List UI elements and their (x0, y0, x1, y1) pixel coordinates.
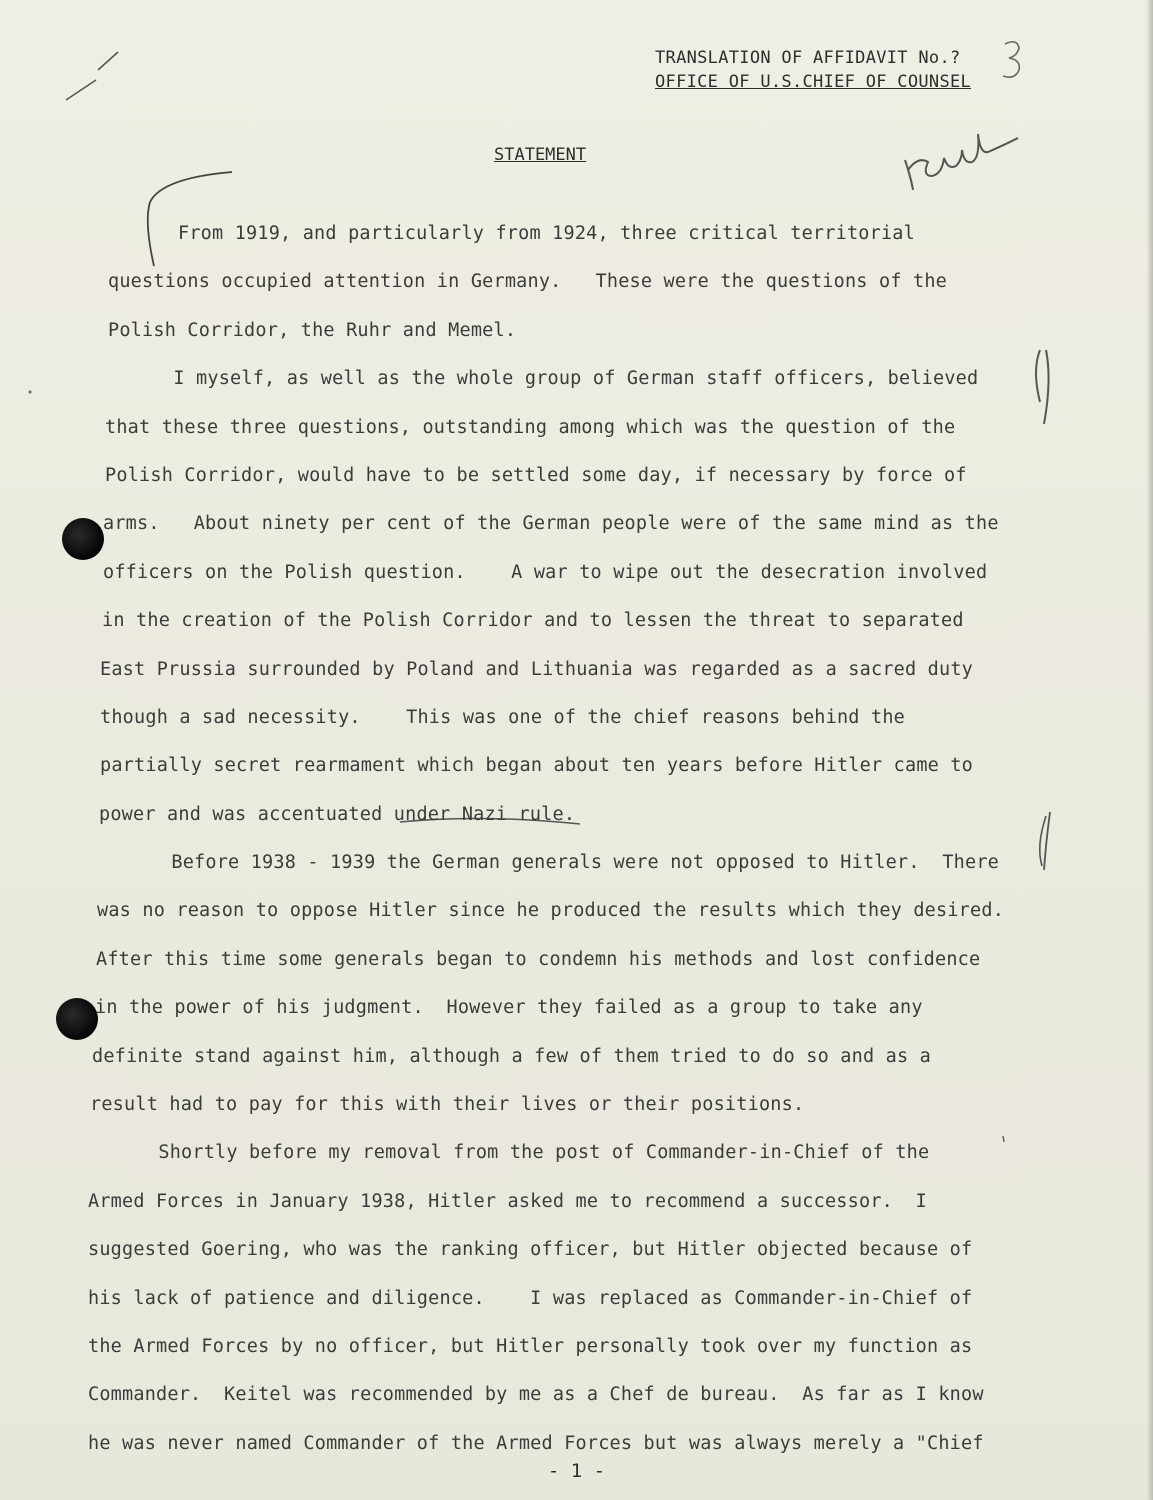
text-line: his lack of patience and diligence. I was replaced as Commander-in-Chief of (88, 1287, 973, 1309)
text-line: that these three questions, outstanding among which was the question of the (105, 416, 956, 438)
text-line: the Armed Forces by no officer, but Hitler personally took over my function as (88, 1335, 973, 1357)
text-line: Commander. Keitel was recommended by me as a Chef de bureau. As far as I know (88, 1384, 984, 1406)
document-title: STATEMENT (494, 145, 587, 165)
text-line: in the creation of the Polish Corridor and to lessen the threat to separated (102, 610, 964, 632)
document-header (655, 46, 971, 94)
text-line: I myself, as well as the whole group of German staff officers, believed (128, 368, 979, 390)
text-line: Before 1938 - 1939 the German generals were not opposed to Hitler. There (126, 852, 1000, 874)
text-line: Armed Forces in January 1938, Hitler asked me to recommend a successor. I (88, 1190, 928, 1212)
text-line: definite stand against him, although a few of them tried to do so and as a (92, 1045, 932, 1067)
text-line: he was never named Commander of the Armed Forces but was always merely a "Chief (88, 1432, 984, 1454)
text-line: Polish Corridor, the Ruhr and Memel. (108, 319, 517, 341)
text-line: Shortly before my removal from the post of Commander-in-Chief of the (113, 1142, 930, 1164)
page-number: - 1 - (547, 1460, 606, 1482)
header-line-office: OFFICE OF U.S.CHIEF OF COUNSEL (655, 72, 972, 92)
text-line: suggested Goering, who was the ranking officer, but Hitler objected because of (88, 1239, 973, 1261)
text-line: Polish Corridor, would have to be settled some day, if necessary by force of (105, 464, 967, 486)
text-line: questions occupied attention in Germany. These were the questions of the (108, 271, 948, 293)
text-line: arms. About ninety per cent of the German people were of the same mind as the (103, 513, 999, 535)
text-line: though a sad necessity. This was one of the chief reasons behind the (100, 706, 905, 728)
text-line: power and was accentuated under Nazi rule. (99, 803, 576, 825)
header-line-translation: TRANSLATION OF AFFIDAVIT No.? (655, 48, 961, 68)
text-line: officers on the Polish question. A war to wipe out the desecration involved (103, 561, 988, 583)
text-line: was no reason to oppose Hitler since he produced the results which they desired. (97, 900, 1005, 922)
text-line: After this time some generals began to condemn his methods and lost confidence (96, 948, 981, 970)
text-line: From 1919, and particularly from 1924, three critical territorial (178, 223, 915, 244)
text-line: partially secret rearmament which began about ten years before Hitler came to (100, 755, 974, 777)
text-line: result had to pay for this with their lives or their positions. (90, 1094, 805, 1116)
page-edge-shadow (1147, 0, 1153, 1500)
text-line: in the power of his judgment. However they failed as a group to take any (95, 997, 923, 1019)
statement-body (88, 210, 1063, 1468)
text-line: East Prussia surrounded by Poland and Lithuania was regarded as a sacred duty (100, 658, 974, 680)
